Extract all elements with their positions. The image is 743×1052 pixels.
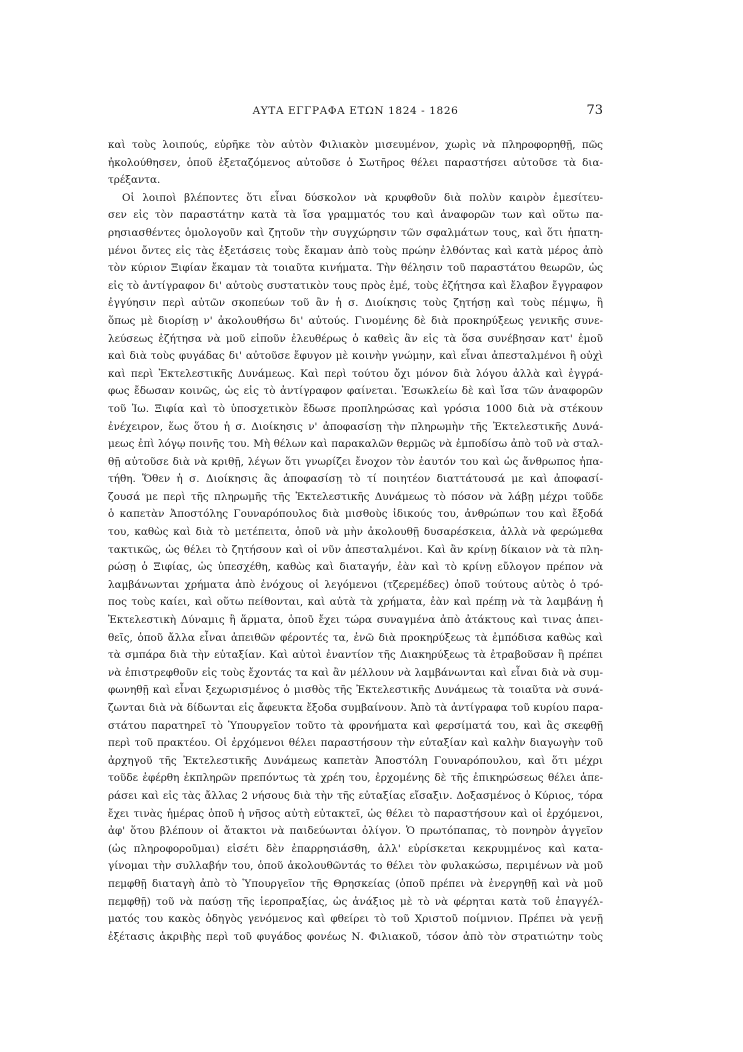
running-head (108, 103, 603, 121)
text-line: εἰς τὸ ἀντίγραφον δι' αὐτοὺς συστατικὸν τους πρὸς ἐμέ, τοὺς ἐζήτησα καὶ ἔλαβον ἔγγραφον (108, 279, 603, 292)
text-line: πεμφθῇ διαταγὴ ἀπὸ τὸ Ὑπουργεῖον τῆς Θρησκείας (ὁποῦ πρέπει νὰ ἐνεργηθῇ καὶ νὰ μοῦ (108, 877, 603, 890)
text-line: περὶ τοῦ πρακτέου. Οἱ ἐρχόμενοι θέλει παραστήσουν τὴν εὐταξίαν καὶ καλὴν διαγωγὴν τοῦ (108, 737, 603, 750)
text-line: ἔχει τινὰς ἡμέρας ὁποῦ ἡ νῆσος αὐτὴ εὐτακτεῖ, ὡς θέλει τὸ παραστήσουν καὶ οἱ ἐρχόμενοι, (108, 807, 603, 820)
text-line: του, καθὼς καὶ διὰ τὸ μετέπειτα, ὁποῦ νὰ μὴν ἀκολουθῇ δυσαρέσκεια, ἀλλὰ νὰ φερώμεθα (108, 526, 603, 539)
text-line: τὸν κύριον Ξιφίαν ἔκαμαν τὰ τοιαῦτα κινήματα. Τὴν θέλησιν τοῦ παραστάτου θεωρῶν, ὡς (108, 262, 603, 275)
text-line: σεν εἰς τὸν παραστάτην κατὰ τὰ ἴσα γραμματός του καὶ ἀναφορῶν των καὶ οὕτω πα- (108, 209, 603, 222)
text-line: τοῦδε ἐφέρθη ἐκπληρῶν πρεπόντως τὰ χρέη του, ἐρχομένης δὲ τῆς ἐπικηρώσεως θέλει ἀπε- (108, 772, 603, 785)
text-line: ὅπως μὲ διορίσῃ ν' ἀκολουθήσω δι' αὐτούς. Γινομένης δὲ διὰ προκηρύξεως γενικῆς συνε- (108, 314, 603, 327)
text-line: νὰ ἐπιστρεφθοῦν εἰς τοὺς ἔχοντάς τα καὶ ἂν μέλλουν νὰ λαμβάνωνται καὶ εἶναι διὰ νὰ συμ- (108, 666, 603, 679)
text-line: ὁ καπετὰν Ἀποστόλης Γουναρόπουλος διὰ μισθοὺς ἰδικούς του, ἀνθρώπων του καὶ ἔξοδά (108, 508, 603, 521)
text-line: στάτου παρατηρεῖ τὸ Ὑπουργεῖον τοῦτο τὰ φρονήματα καὶ φερσίματά του, καὶ ἂς σκεφθῇ (108, 719, 603, 732)
text-line: Ἐκτελεστικὴ Δύναμις ἢ ἅρματα, ὁποῦ ἔχει τώρα συναγμένα ἀπὸ ἀτάκτους καὶ τινας ἀπει- (108, 614, 603, 627)
text-line: πεμφθῇ) τοῦ νὰ παύσῃ τῆς ἱεροπραξίας, ὡς ἀνάξιος μὲ τὸ νὰ φέρηται κατὰ τοῦ ἐπαγγέλ- (108, 895, 603, 908)
text-line: τοῦ Ἰω. Ξιφία καὶ τὸ ὑποσχετικὸν ἔδωσε προπληρώσας καὶ γρόσια 1000 διὰ νὰ στέκουν (108, 402, 603, 415)
text-line: θεῖς, ὁποῦ ἄλλα εἶναι ἀπειθῶν φέροντές τα, ἐνῶ διὰ προκηρύξεως τὰ ἐμπόδισα καθὼς καὶ (108, 631, 603, 644)
text-line: μένοι ὄντες εἰς τὰς ἐξετάσεις τοὺς ἔκαμαν ἀπὸ τοὺς πρώην ἐλθόντας καὶ κατὰ μέρος ἀπὸ (108, 244, 603, 257)
text-line: ἠκολούθησεν, ὁποῦ ἐξεταζόμενος αὐτοῦσε ὁ Σωτῆρος θέλει παραστήσει αὐτοῦσε τὰ δια- (108, 156, 603, 169)
text-line: θῇ αὐτοῦσε διὰ νὰ κριθῇ, λέγων ὅτι γνωρίζει ἔνοχον τὸν ἑαυτόν του καὶ ὡς ἄνθρωπος ἠπα- (108, 455, 603, 468)
text-line: μεως ἐπὶ λόγῳ ποινῆς του. Μὴ θέλων καὶ παρακαλῶν θερμῶς νὰ ἐμποδίσω ἀπὸ τοῦ νὰ σταλ- (108, 438, 603, 451)
text-line: φως ἔδωσαν κοινῶς, ὡς εἰς τὸ ἀντίγραφον φαίνεται. Ἐσωκλείω δὲ καὶ ἴσα τῶν ἀναφορῶν (108, 385, 603, 398)
text-line: ἐγγύησιν περὶ αὐτῶν σκοπεύων τοῦ ἂν ἡ σ. Διοίκησις τοὺς ζητήσῃ καὶ τοὺς πέμψω, ἢ (108, 297, 603, 310)
text-line: ἐνέχειρον, ἕως ὅτου ἡ σ. Διοίκησις ν' ἀποφασίσῃ τὴν πληρωμὴν τῆς Ἐκτελεστικῆς Δυνά- (108, 420, 603, 433)
text-line: ράσει καὶ εἰς τὰς ἄλλας 2 νήσους διὰ τὴν τῆς εὐταξίας εἴσαξιν. Δοξασμένος ὁ Κύριος, τόρα (108, 789, 603, 802)
text-line: καὶ περὶ Ἐκτελεστικῆς Δυνάμεως. Καὶ περὶ τούτου ὄχι μόνον διὰ λόγου ἀλλὰ καὶ ἐγγρά- (108, 367, 603, 380)
body-text (108, 137, 603, 964)
running-title: ΑΥΤΑ ΕΓΓΡΑΦΑ ΕΤΩΝ 1824 - 1826 (252, 105, 459, 117)
text-line: τρέξαντα. (108, 174, 161, 187)
text-line: λεύσεως ἐζήτησα νὰ μοῦ εἰποῦν ἐλευθέρως ὁ καθεὶς ἂν εἰς τὰ ὅσα συνέβησαν κατ' ἐμοῦ (108, 332, 603, 345)
text-line: τακτικῶς, ὡς θέλει τὸ ζητήσουν καὶ οἱ νῦν ἀπεσταλμένοι. Καὶ ἂν κρίνῃ δίκαιον νὰ τὰ πλη- (108, 543, 603, 556)
text-line: (ὡς πληροφοροῦμαι) εἰσέτι δὲν ἐπαρρησιάσθη, ἀλλ' εὑρίσκεται κεκρυμμένος καὶ κατα- (108, 842, 603, 855)
text-line: ματός του κακὸς ὁδηγὸς γενόμενος καὶ φθείρει τὸ τοῦ Χριστοῦ ποίμνιον. Πρέπει νὰ γενῇ (108, 913, 603, 926)
text-line: ἀφ' ὅτου βλέπουν οἱ ἄτακτοι νὰ παιδεύωνται ὀλίγον. Ὁ πρωτόπαπας, τὸ πονηρὸν ἀγγεῖον (108, 825, 603, 838)
text-line: τήθη. Ὅθεν ἡ σ. Διοίκησις ἂς ἀποφασίσῃ τὸ τί ποιητέον διαττάτουσά με καὶ ἀποφασί- (108, 473, 603, 486)
text-line: καὶ διὰ τοὺς φυγάδας δι' αὐτοῦσε ἔφυγον μὲ κοινὴν γνώμην, καὶ εἶναι ἀπεσταλμένοι ἢ οὐχὶ (108, 350, 603, 363)
page-number: 73 (586, 103, 603, 118)
text-line: πος τοὺς καίει, καὶ οὕτω πείθονται, καὶ αὐτὰ τὰ χρήματα, ἐὰν καὶ πρέπῃ νὰ τὰ λαμβάνῃ ἡ (108, 596, 603, 609)
text-line: λαμβάνωνται χρήματα ἀπὸ ἐνόχους οἱ λεγόμενοι (τζερεμέδες) ὁποῦ τούτους αὐτὸς ὁ τρό- (108, 578, 603, 591)
text-line (108, 946, 603, 964)
text-line: ρησιασθέντες ὁμολογοῦν καὶ ζητοῦν τὴν συγχώρησιν τῶν σφαλμάτων τους, καὶ ὅτι ἠπατη- (108, 226, 603, 239)
text-line: τὰ σμπάρα διὰ τὴν εὐταξίαν. Καὶ αὐτοὶ ἐναντίον τῆς Διακηρύξεως τὰ ἐτραβοῦσαν ἢ πρέπει (108, 649, 603, 662)
text-line: ἀρχηγοῦ τῆς Ἐκτελεστικῆς Δυνάμεως καπετὰν Ἀποστόλη Γουναρόπουλου, καὶ ὅτι μέχρι (108, 754, 603, 767)
text-line: ρώσῃ ὁ Ξιφίας, ὡς ὑπεσχέθη, καθὼς καὶ διαταγήν, ἐὰν καὶ τὸ κρίνῃ εὔλογον πρέπον νὰ (108, 561, 603, 574)
text-line: Οἱ λοιποὶ βλέποντες ὅτι εἶναι δύσκολον νὰ κρυφθοῦν διὰ πολὺν καιρὸν ἐμεσίτευ- (122, 191, 603, 204)
text-line: καὶ τοὺς λοιπούς, εὑρῆκε τὸν αὐτὸν Φιλιακὸν μισευμένον, χωρὶς νὰ πληροφορηθῇ, πῶς (108, 139, 603, 151)
text-line: γίνομαι τὴν συλλαβήν του, ὁποῦ ἀκολουθῶντάς το θέλει τὸν φυλακώσω, περιμένων νὰ μοῦ (108, 860, 603, 873)
text-line: φωνηθῇ καὶ εἶναι ξεχωρισμένος ὁ μισθὸς τῆς Ἐκτελεστικῆς Δυνάμεως τὰ τοιαῦτα νὰ συνά- (108, 684, 603, 697)
text-line: ζωνται διὰ νὰ δίδωνται εἰς ἄφευκτα ἔξοδα συμβαίνουν. Ἀπὸ τὰ ἀντίγραφα τοῦ κυρίου παρα- (108, 702, 603, 714)
text-line: ἐξέτασις ἀκριβὴς περὶ τοῦ φυγάδος φονέως Ν. Φιλιακοῦ, τόσον ἀπὸ τὸν στρατιώτην τοὺς (108, 930, 603, 943)
text-line: ζουσά με περὶ τῆς πληρωμῆς τῆς Ἐκτελεστικῆς Δυνάμεως τὸ πόσον νὰ λάβῃ μέχρι τοῦδε (108, 490, 603, 503)
